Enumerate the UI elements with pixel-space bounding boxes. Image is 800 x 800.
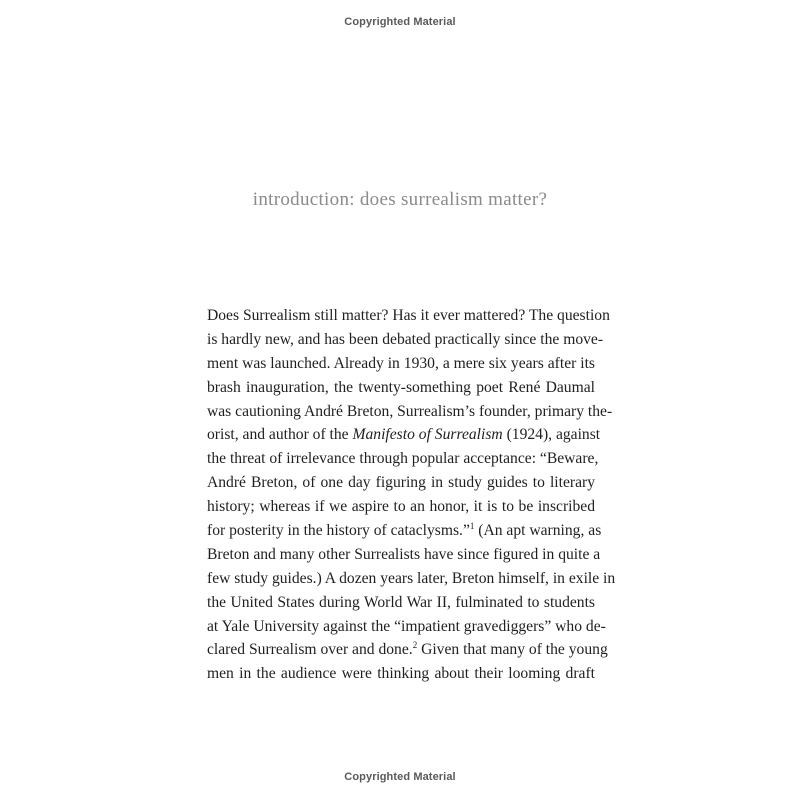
book-title: Manifesto of Surrealism [352, 426, 503, 444]
text-line: Does Surrealism still matter? Has it ever mattered? The question [207, 307, 610, 324]
text-line [207, 519, 602, 543]
chapter-title: introduction: does surrealism matter? [252, 189, 548, 210]
footnote-marker: 1 [469, 521, 475, 532]
text-segment: for posterity in the history of cataclysms.” [207, 522, 470, 540]
text-segment: (An apt warning, as [474, 522, 602, 540]
text-line: ment was launched. Already in 1930, a mere six years after its [207, 354, 595, 372]
copyright-watermark-bottom: Copyrighted Material [344, 771, 456, 783]
text-line: was cautioning André Breton, Surrealism’s founder, primary the- [207, 402, 613, 420]
text-line: at Yale University against the “impatient gravediggers” who de- [207, 617, 606, 635]
copyright-watermark-top: Copyrighted Material [344, 16, 456, 28]
text-segment: (1924), against [502, 426, 601, 444]
text-segment: clared Surrealism over and done. [207, 641, 413, 659]
text-segment: orist, and author of the [207, 426, 353, 444]
footnote-marker: 2 [412, 640, 418, 651]
text-line: André Breton, of one day figuring in study guides to literary [207, 474, 595, 492]
text-line: Breton and many other Surrealists have since figured in quite a [207, 545, 601, 563]
text-line [207, 638, 608, 662]
text-line: the threat of irrelevance through popular acceptance: “Beware, [207, 450, 599, 468]
text-line: few study guides.) A dozen years later, Breton himself, in exile in [207, 569, 616, 587]
text-line: men in the audience were thinking about their looming draft [207, 665, 595, 683]
text-line: is hardly new, and has been debated practically since the move- [207, 330, 604, 348]
text-line: brash inauguration, the twenty-something poet René Daumal [207, 378, 595, 396]
body-paragraph [207, 304, 616, 686]
text-line: the United States during World War II, fulminated to students [207, 593, 595, 611]
text-line: history; whereas if we aspire to an honor, it is to be inscribed [207, 498, 595, 516]
text-segment: Given that many of the young [417, 641, 608, 659]
text-line [207, 423, 601, 447]
